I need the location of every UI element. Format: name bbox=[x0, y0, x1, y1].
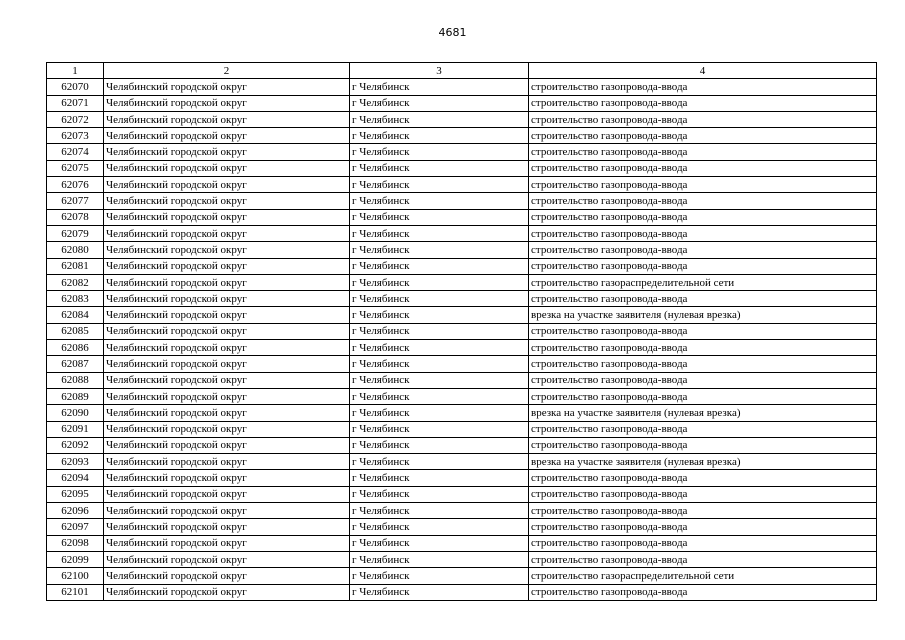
locality-cell: г Челябинск bbox=[350, 209, 529, 225]
table-row bbox=[47, 193, 877, 209]
row-number-cell: 62082 bbox=[47, 274, 104, 290]
work-type-cell: строительство газопровода-ввода bbox=[529, 258, 877, 274]
locality-cell: г Челябинск bbox=[350, 568, 529, 584]
locality-cell: г Челябинск bbox=[350, 551, 529, 567]
row-number-cell: 62086 bbox=[47, 340, 104, 356]
row-number-cell: 62097 bbox=[47, 519, 104, 535]
locality-cell: г Челябинск bbox=[350, 421, 529, 437]
row-number-cell: 62080 bbox=[47, 242, 104, 258]
row-number-cell: 62096 bbox=[47, 503, 104, 519]
locality-cell: г Челябинск bbox=[350, 193, 529, 209]
locality-cell: г Челябинск bbox=[350, 356, 529, 372]
row-number-cell: 62073 bbox=[47, 128, 104, 144]
work-type-cell: строительство газопровода-ввода bbox=[529, 95, 877, 111]
municipality-cell: Челябинский городской округ bbox=[104, 258, 350, 274]
work-type-cell: строительство газопровода-ввода bbox=[529, 144, 877, 160]
municipality-cell: Челябинский городской округ bbox=[104, 535, 350, 551]
municipality-cell: Челябинский городской округ bbox=[104, 209, 350, 225]
table-row bbox=[47, 356, 877, 372]
row-number-cell: 62079 bbox=[47, 225, 104, 241]
row-number-cell: 62095 bbox=[47, 486, 104, 502]
table-row bbox=[47, 79, 877, 95]
municipality-cell: Челябинский городской округ bbox=[104, 291, 350, 307]
locality-cell: г Челябинск bbox=[350, 79, 529, 95]
work-type-cell: строительство газопровода-ввода bbox=[529, 209, 877, 225]
row-number-cell: 62088 bbox=[47, 372, 104, 388]
locality-cell: г Челябинск bbox=[350, 503, 529, 519]
table-row bbox=[47, 454, 877, 470]
row-number-cell: 62090 bbox=[47, 405, 104, 421]
locality-cell: г Челябинск bbox=[350, 323, 529, 339]
municipality-cell: Челябинский городской округ bbox=[104, 388, 350, 404]
row-number-cell: 62081 bbox=[47, 258, 104, 274]
work-type-cell: строительство газопровода-ввода bbox=[529, 421, 877, 437]
table-row bbox=[47, 160, 877, 176]
table-row bbox=[47, 437, 877, 453]
municipality-cell: Челябинский городской округ bbox=[104, 111, 350, 127]
municipality-cell: Челябинский городской округ bbox=[104, 454, 350, 470]
municipality-cell: Челябинский городской округ bbox=[104, 323, 350, 339]
work-type-cell: строительство газопровода-ввода bbox=[529, 503, 877, 519]
work-type-cell: врезка на участке заявителя (нулевая врезка) bbox=[529, 405, 877, 421]
municipality-cell: Челябинский городской округ bbox=[104, 568, 350, 584]
table-row bbox=[47, 111, 877, 127]
work-type-cell: строительство газопровода-ввода bbox=[529, 551, 877, 567]
row-number-cell: 62087 bbox=[47, 356, 104, 372]
row-number-cell: 62075 bbox=[47, 160, 104, 176]
work-type-cell: строительство газопровода-ввода bbox=[529, 372, 877, 388]
locality-cell: г Челябинск bbox=[350, 388, 529, 404]
work-type-cell: строительство газопровода-ввода bbox=[529, 177, 877, 193]
work-type-cell: строительство газопровода-ввода bbox=[529, 519, 877, 535]
locality-cell: г Челябинск bbox=[350, 437, 529, 453]
row-number-cell: 62093 bbox=[47, 454, 104, 470]
municipality-cell: Челябинский городской округ bbox=[104, 584, 350, 600]
work-type-cell: строительство газопровода-ввода bbox=[529, 356, 877, 372]
table-row bbox=[47, 551, 877, 567]
column-header-3: 3 bbox=[350, 63, 529, 79]
table-row bbox=[47, 128, 877, 144]
work-type-cell: строительство газопровода-ввода bbox=[529, 486, 877, 502]
table-row bbox=[47, 323, 877, 339]
registry-table bbox=[46, 62, 877, 601]
work-type-cell: строительство газопровода-ввода bbox=[529, 340, 877, 356]
table-row bbox=[47, 486, 877, 502]
locality-cell: г Челябинск bbox=[350, 470, 529, 486]
locality-cell: г Челябинск bbox=[350, 584, 529, 600]
municipality-cell: Челябинский городской округ bbox=[104, 437, 350, 453]
work-type-cell: строительство газопровода-ввода bbox=[529, 111, 877, 127]
municipality-cell: Челябинский городской округ bbox=[104, 177, 350, 193]
work-type-cell: строительство газопровода-ввода bbox=[529, 242, 877, 258]
locality-cell: г Челябинск bbox=[350, 486, 529, 502]
table-body bbox=[47, 79, 877, 601]
work-type-cell: строительство газораспределительной сети bbox=[529, 274, 877, 290]
table-row bbox=[47, 470, 877, 486]
locality-cell: г Челябинск bbox=[350, 225, 529, 241]
locality-cell: г Челябинск bbox=[350, 519, 529, 535]
municipality-cell: Челябинский городской округ bbox=[104, 551, 350, 567]
row-number-cell: 62077 bbox=[47, 193, 104, 209]
column-header-2: 2 bbox=[104, 63, 350, 79]
municipality-cell: Челябинский городской округ bbox=[104, 340, 350, 356]
table-row bbox=[47, 225, 877, 241]
work-type-cell: строительство газораспределительной сети bbox=[529, 568, 877, 584]
row-number-cell: 62071 bbox=[47, 95, 104, 111]
locality-cell: г Челябинск bbox=[350, 242, 529, 258]
locality-cell: г Челябинск bbox=[350, 291, 529, 307]
municipality-cell: Челябинский городской округ bbox=[104, 274, 350, 290]
table-row bbox=[47, 209, 877, 225]
row-number-cell: 62083 bbox=[47, 291, 104, 307]
work-type-cell: строительство газопровода-ввода bbox=[529, 225, 877, 241]
table-row bbox=[47, 307, 877, 323]
work-type-cell: врезка на участке заявителя (нулевая врезка) bbox=[529, 454, 877, 470]
page-number: 4681 bbox=[438, 26, 467, 39]
municipality-cell: Челябинский городской округ bbox=[104, 242, 350, 258]
locality-cell: г Челябинск bbox=[350, 177, 529, 193]
table-row bbox=[47, 405, 877, 421]
table-row bbox=[47, 568, 877, 584]
row-number-cell: 62074 bbox=[47, 144, 104, 160]
municipality-cell: Челябинский городской округ bbox=[104, 486, 350, 502]
municipality-cell: Челябинский городской округ bbox=[104, 405, 350, 421]
work-type-cell: строительство газопровода-ввода bbox=[529, 470, 877, 486]
row-number-cell: 62072 bbox=[47, 111, 104, 127]
municipality-cell: Челябинский городской округ bbox=[104, 519, 350, 535]
work-type-cell: строительство газопровода-ввода bbox=[529, 291, 877, 307]
row-number-cell: 62085 bbox=[47, 323, 104, 339]
locality-cell: г Челябинск bbox=[350, 95, 529, 111]
work-type-cell: строительство газопровода-ввода bbox=[529, 79, 877, 95]
row-number-cell: 62101 bbox=[47, 584, 104, 600]
row-number-cell: 62094 bbox=[47, 470, 104, 486]
table-row bbox=[47, 372, 877, 388]
municipality-cell: Челябинский городской округ bbox=[104, 160, 350, 176]
work-type-cell: строительство газопровода-ввода bbox=[529, 193, 877, 209]
column-header-4: 4 bbox=[529, 63, 877, 79]
table-row bbox=[47, 388, 877, 404]
work-type-cell: врезка на участке заявителя (нулевая врезка) bbox=[529, 307, 877, 323]
table-row bbox=[47, 177, 877, 193]
row-number-cell: 62092 bbox=[47, 437, 104, 453]
header-row bbox=[47, 63, 877, 79]
row-number-cell: 62098 bbox=[47, 535, 104, 551]
work-type-cell: строительство газопровода-ввода bbox=[529, 535, 877, 551]
locality-cell: г Челябинск bbox=[350, 372, 529, 388]
table-row bbox=[47, 535, 877, 551]
row-number-cell: 62091 bbox=[47, 421, 104, 437]
municipality-cell: Челябинский городской округ bbox=[104, 470, 350, 486]
work-type-cell: строительство газопровода-ввода bbox=[529, 323, 877, 339]
locality-cell: г Челябинск bbox=[350, 405, 529, 421]
municipality-cell: Челябинский городской округ bbox=[104, 372, 350, 388]
row-number-cell: 62089 bbox=[47, 388, 104, 404]
municipality-cell: Челябинский городской округ bbox=[104, 95, 350, 111]
row-number-cell: 62070 bbox=[47, 79, 104, 95]
table-row bbox=[47, 340, 877, 356]
table-row bbox=[47, 584, 877, 600]
municipality-cell: Челябинский городской округ bbox=[104, 79, 350, 95]
locality-cell: г Челябинск bbox=[350, 160, 529, 176]
table-row bbox=[47, 144, 877, 160]
locality-cell: г Челябинск bbox=[350, 340, 529, 356]
work-type-cell: строительство газопровода-ввода bbox=[529, 160, 877, 176]
row-number-cell: 62100 bbox=[47, 568, 104, 584]
locality-cell: г Челябинск bbox=[350, 535, 529, 551]
municipality-cell: Челябинский городской округ bbox=[104, 128, 350, 144]
table-row bbox=[47, 242, 877, 258]
locality-cell: г Челябинск bbox=[350, 258, 529, 274]
row-number-cell: 62076 bbox=[47, 177, 104, 193]
municipality-cell: Челябинский городской округ bbox=[104, 193, 350, 209]
municipality-cell: Челябинский городской округ bbox=[104, 503, 350, 519]
work-type-cell: строительство газопровода-ввода bbox=[529, 437, 877, 453]
work-type-cell: строительство газопровода-ввода bbox=[529, 388, 877, 404]
table-row bbox=[47, 274, 877, 290]
locality-cell: г Челябинск bbox=[350, 307, 529, 323]
table-row bbox=[47, 421, 877, 437]
locality-cell: г Челябинск bbox=[350, 274, 529, 290]
table-row bbox=[47, 291, 877, 307]
locality-cell: г Челябинск bbox=[350, 454, 529, 470]
municipality-cell: Челябинский городской округ bbox=[104, 356, 350, 372]
work-type-cell: строительство газопровода-ввода bbox=[529, 584, 877, 600]
table-row bbox=[47, 519, 877, 535]
row-number-cell: 62078 bbox=[47, 209, 104, 225]
table-row bbox=[47, 258, 877, 274]
work-type-cell: строительство газопровода-ввода bbox=[529, 128, 877, 144]
municipality-cell: Челябинский городской округ bbox=[104, 421, 350, 437]
locality-cell: г Челябинск bbox=[350, 128, 529, 144]
row-number-cell: 62099 bbox=[47, 551, 104, 567]
municipality-cell: Челябинский городской округ bbox=[104, 307, 350, 323]
municipality-cell: Челябинский городской округ bbox=[104, 225, 350, 241]
table-row bbox=[47, 95, 877, 111]
locality-cell: г Челябинск bbox=[350, 111, 529, 127]
locality-cell: г Челябинск bbox=[350, 144, 529, 160]
row-number-cell: 62084 bbox=[47, 307, 104, 323]
municipality-cell: Челябинский городской округ bbox=[104, 144, 350, 160]
table-header bbox=[47, 63, 877, 79]
table-row bbox=[47, 503, 877, 519]
column-header-1: 1 bbox=[47, 63, 104, 79]
